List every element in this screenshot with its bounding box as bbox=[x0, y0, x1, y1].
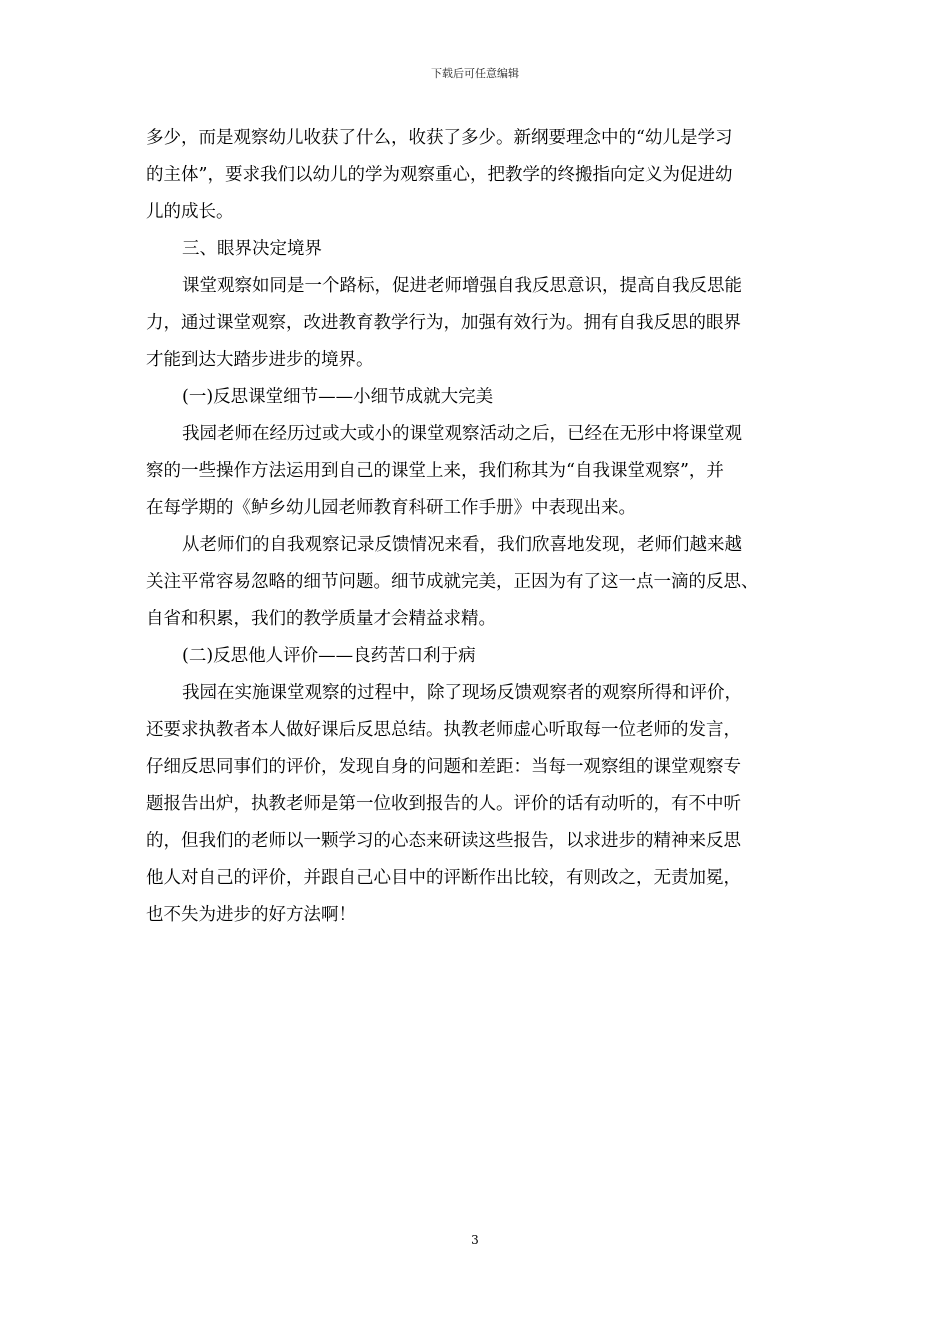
text-line: 的，但我们的老师以一颗学习的心态来研读这些报告，以求进步的精神来反思 bbox=[146, 831, 741, 851]
page-number: 3 bbox=[471, 1233, 479, 1247]
subsection-heading: (二)反思他人评价——良药苦口利于病 bbox=[182, 646, 476, 666]
text-line: 题报告出炉，执教老师是第一位收到报告的人。评价的话有动听的，有不中听 bbox=[146, 794, 741, 814]
text-line: 察的一些操作方法运用到自己的课堂上来，我们称其为“自我课堂观察”，并 bbox=[146, 461, 724, 481]
text-line: 才能到达大踏步进步的境界。 bbox=[146, 350, 374, 370]
text-line: 力，通过课堂观察，改进教育教学行为，加强有效行为。拥有自我反思的眼界 bbox=[146, 313, 741, 333]
text-line: 自省和积累，我们的教学质量才会精益求精。 bbox=[146, 609, 496, 629]
text-line: 儿的成长。 bbox=[146, 202, 234, 222]
page-header: 下载后可任意编辑 bbox=[431, 67, 519, 80]
text-line: 从老师们的自我观察记录反馈情况来看，我们欣喜地发现，老师们越来越 bbox=[182, 535, 742, 555]
text-line: 关注平常容易忽略的细节问题。细节成就完美，正因为有了这一点一滴的反思、 bbox=[146, 572, 759, 592]
text-line: 的主体”，要求我们以幼儿的学为观察重心，把教学的终搬指向定义为促进幼 bbox=[146, 165, 733, 185]
text-line: 我园老师在经历过或大或小的课堂观察活动之后，已经在无形中将课堂观 bbox=[182, 424, 742, 444]
text-line: 仔细反思同事们的评价，发现自身的问题和差距：当每一观察组的课堂观察专 bbox=[146, 757, 741, 777]
text-line: 还要求执教者本人做好课后反思总结。执教老师虚心听取每一位老师的发言， bbox=[146, 720, 741, 740]
subsection-heading: (一)反思课堂细节——小细节成就大完美 bbox=[182, 387, 494, 407]
section-heading: 三、眼界决定境界 bbox=[182, 239, 322, 259]
text-line: 课堂观察如同是一个路标，促进老师增强自我反思意识，提高自我反思能 bbox=[182, 276, 742, 296]
text-line: 多少，而是观察幼儿收获了什么，收获了多少。新纲要理念中的“幼儿是学习 bbox=[146, 128, 733, 148]
text-line: 也不失为进步的好方法啊！ bbox=[146, 905, 356, 925]
text-line: 他人对自己的评价，并跟自己心目中的评断作出比较，有则改之，无责加冕， bbox=[146, 868, 741, 888]
document-body bbox=[146, 120, 826, 934]
text-line: 在每学期的《鲈乡幼儿园老师教育科研工作手册》中表现出来。 bbox=[146, 498, 636, 518]
text-line: 我园在实施课堂观察的过程中，除了现场反馈观察者的观察所得和评价， bbox=[182, 683, 742, 703]
